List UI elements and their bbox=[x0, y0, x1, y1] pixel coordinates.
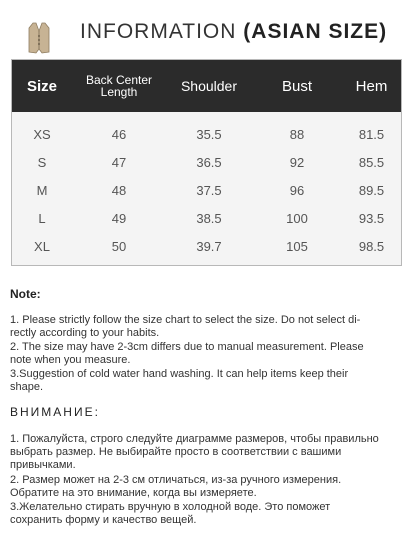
col-size: Size bbox=[26, 77, 57, 95]
table-row bbox=[12, 232, 401, 260]
note-paragraph-2: 2. The size may have 2-3cm differs due to manual measurement. Please note when you measure. bbox=[10, 341, 364, 366]
col-hem: Hem bbox=[355, 77, 388, 95]
cell-shoulder: 39.7 bbox=[196, 238, 222, 254]
cell-size: M bbox=[36, 182, 48, 198]
table-header bbox=[12, 60, 401, 112]
ru-note-paragraph-2: 2. Размер может на 2-3 см отличаться, из-за ручного измерения. Обратите на это внимание, когда вы измеряете. bbox=[10, 474, 342, 499]
cell-hem: 85.5 bbox=[358, 154, 385, 170]
col-bust: Bust bbox=[281, 77, 312, 95]
title-bold: (ASIAN SIZE) bbox=[243, 20, 388, 43]
col-shoulder: Shoulder bbox=[180, 78, 238, 94]
col-back-center-length bbox=[72, 60, 166, 112]
cell-bust: 88 bbox=[289, 126, 305, 142]
page-header bbox=[0, 14, 416, 54]
table-row bbox=[12, 120, 401, 148]
cell-back-center-length: 50 bbox=[111, 238, 127, 254]
cell-size: S bbox=[37, 154, 47, 170]
table-row bbox=[12, 204, 401, 232]
cell-bust: 105 bbox=[286, 238, 308, 254]
cell-bust: 92 bbox=[289, 154, 305, 170]
note-heading: Note: bbox=[10, 287, 41, 301]
cell-back-center-length: 47 bbox=[111, 154, 127, 170]
ru-note-heading: ВНИМАНИЕ: bbox=[10, 405, 100, 419]
cell-back-center-length: 46 bbox=[111, 126, 127, 142]
cell-hem: 81.5 bbox=[358, 126, 385, 142]
cell-shoulder: 36.5 bbox=[196, 154, 222, 170]
ru-note-paragraph-3: 3.Желательно стирать вручную в холодной воде. Это поможет сохранить форму и качество вещей. bbox=[10, 501, 331, 526]
table-row bbox=[12, 148, 401, 176]
ru-note-paragraph-1: 1. Пожалуйста, строго следуйте диаграмме размеров, чтобы правильно выбрать размер. Не выбирайте просто в соответствии с вашими привычками. bbox=[10, 433, 379, 471]
cell-shoulder: 37.5 bbox=[196, 182, 222, 198]
cell-back-center-length: 48 bbox=[111, 182, 127, 198]
vest-icon bbox=[28, 22, 50, 54]
cell-hem: 93.5 bbox=[358, 210, 385, 226]
col-back-center-length-label: Back Center Length bbox=[85, 73, 153, 99]
cell-size: XL bbox=[34, 238, 50, 254]
note-paragraph-1: 1. Please strictly follow the size chart to select the size. Do not select di- rectly according to your habits. bbox=[10, 314, 361, 339]
cell-hem: 89.5 bbox=[358, 182, 385, 198]
cell-size: XS bbox=[33, 126, 51, 142]
cell-bust: 100 bbox=[286, 210, 308, 226]
cell-size: L bbox=[38, 210, 46, 226]
title-plain: INFORMATION bbox=[80, 20, 237, 43]
page-title bbox=[80, 20, 387, 44]
table-row bbox=[12, 176, 401, 204]
cell-back-center-length: 49 bbox=[111, 210, 127, 226]
cell-bust: 96 bbox=[289, 182, 305, 198]
cell-hem: 98.5 bbox=[358, 238, 385, 254]
size-table bbox=[11, 59, 402, 266]
note-paragraph-3: 3.Suggestion of cold water hand washing. It can help items keep their shape. bbox=[10, 368, 349, 393]
cell-shoulder: 35.5 bbox=[196, 126, 222, 142]
cell-shoulder: 38.5 bbox=[196, 210, 222, 226]
